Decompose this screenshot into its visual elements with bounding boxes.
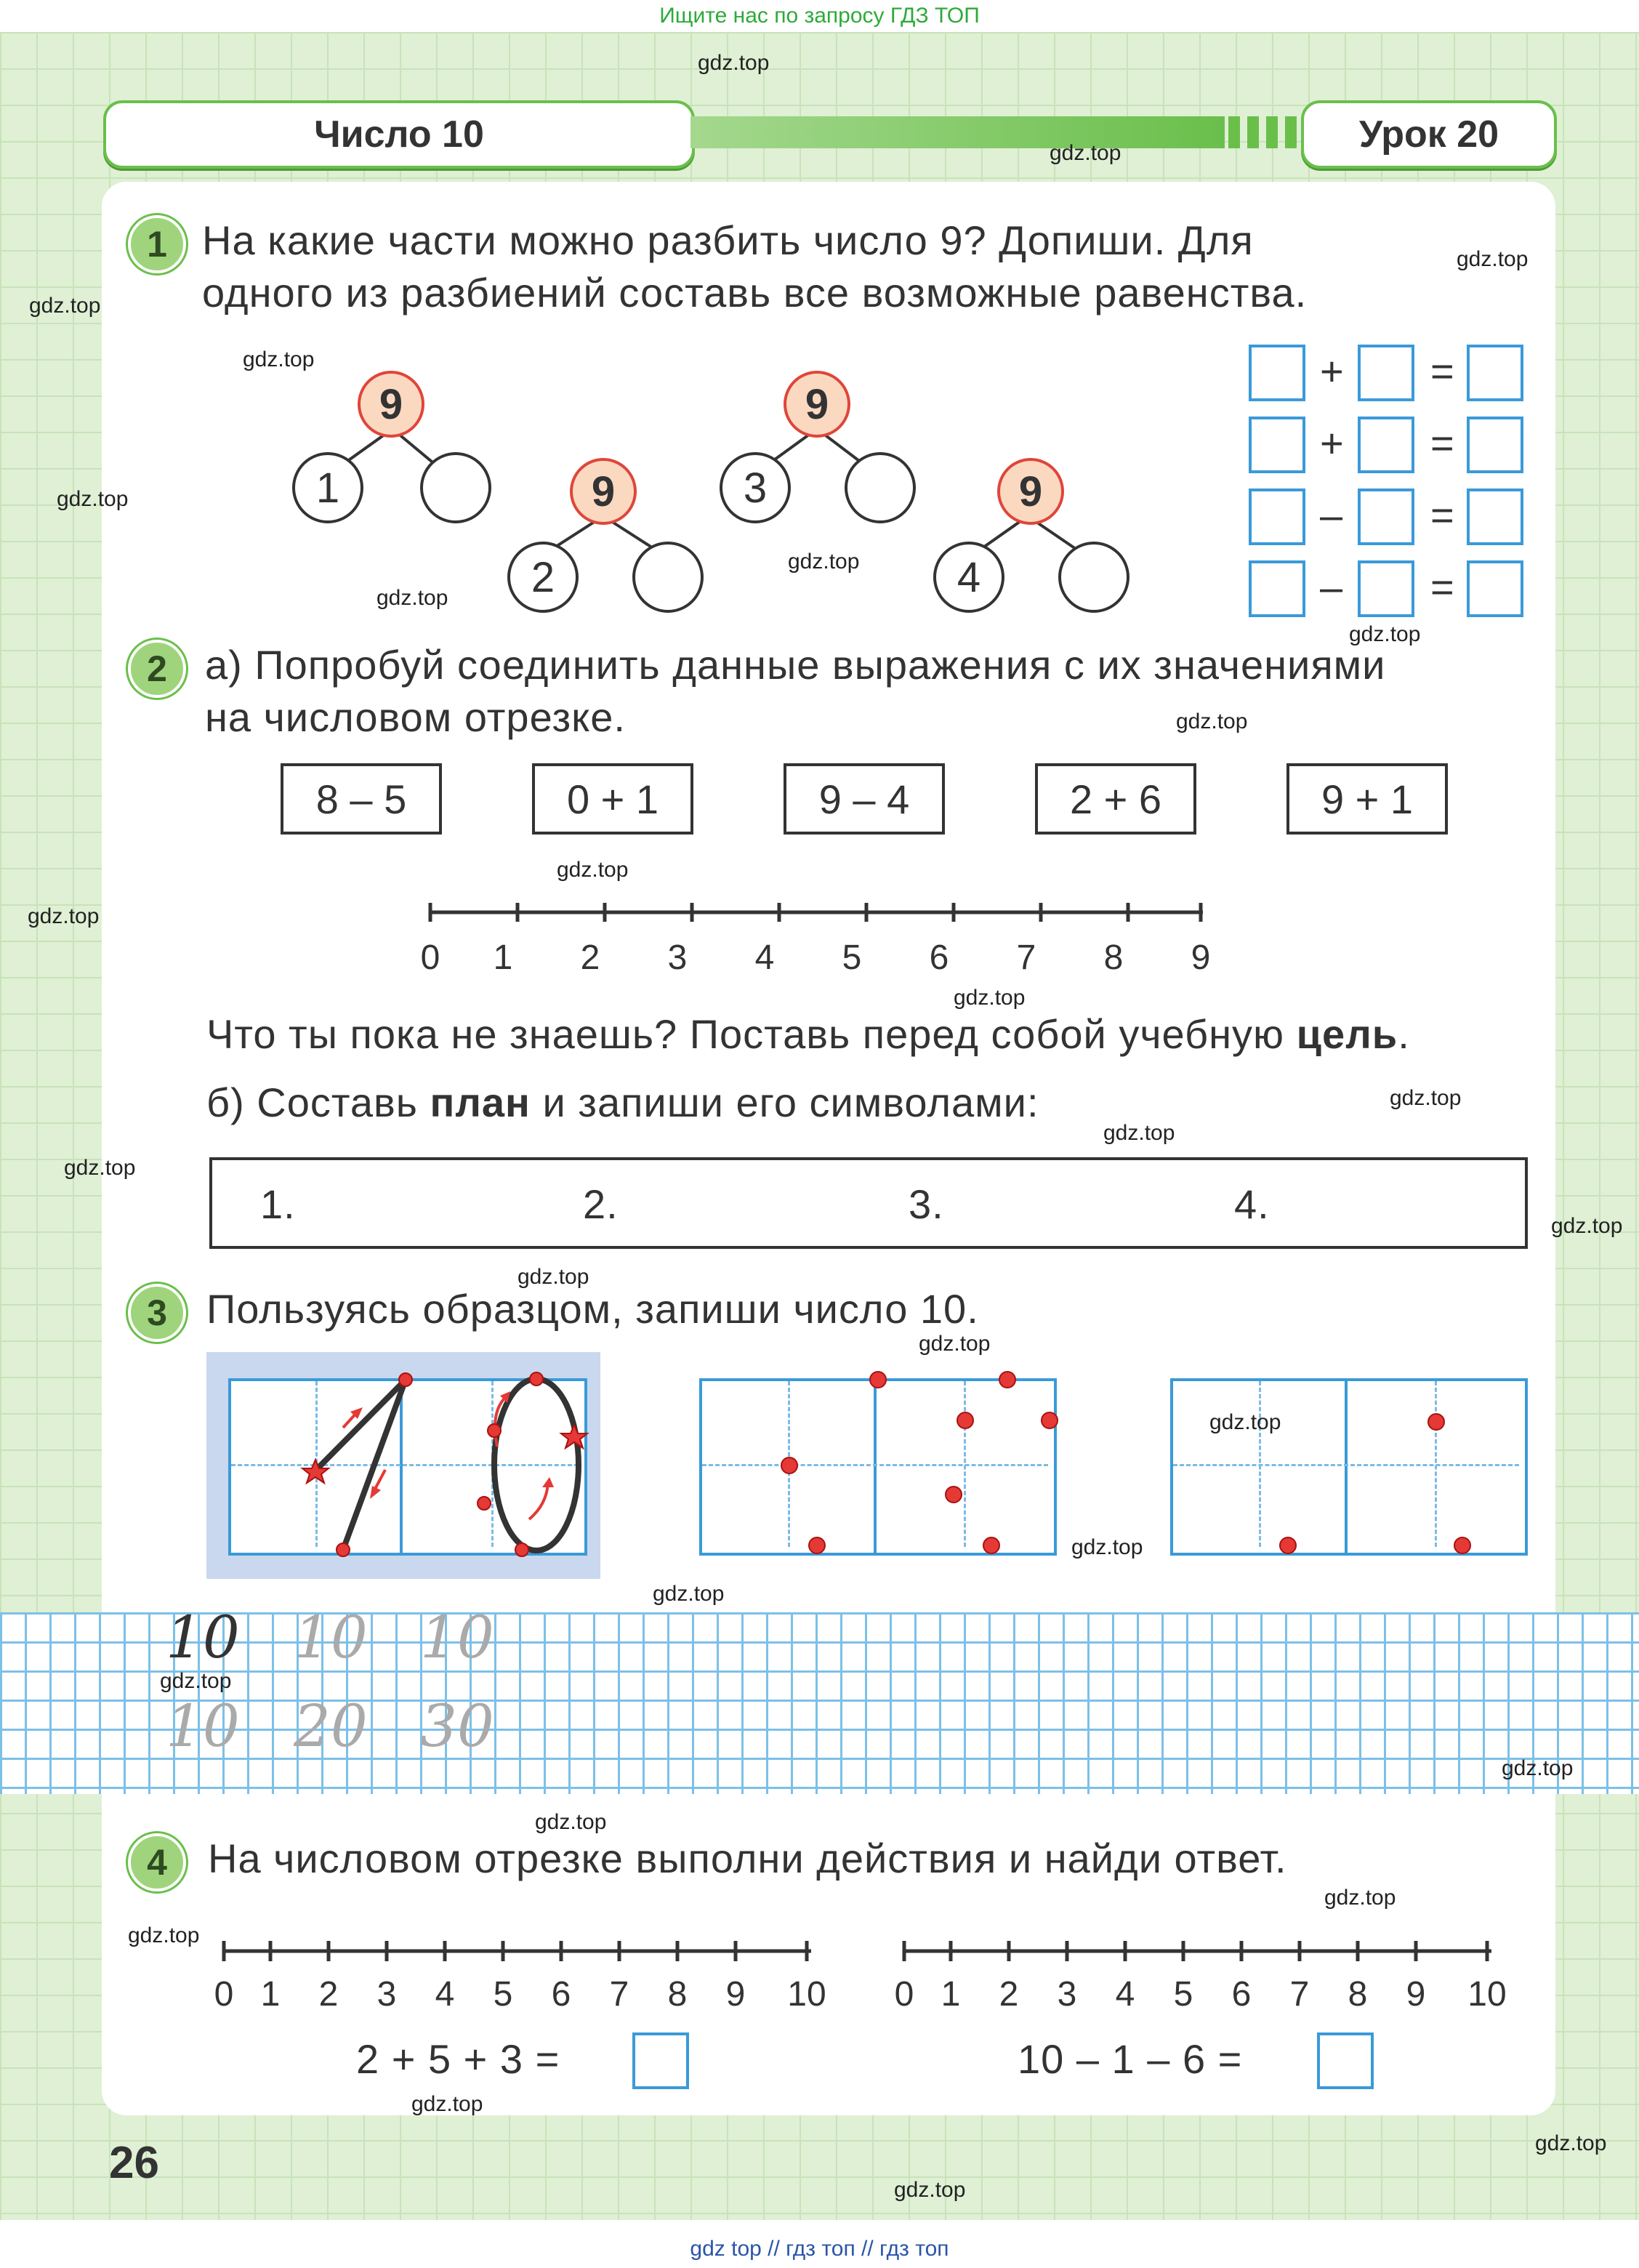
- sample-digits-10: [228, 1367, 592, 1570]
- tick-label: 2: [999, 1975, 1019, 2014]
- tick-label: 5: [842, 938, 862, 977]
- tick-label: 7: [1289, 1975, 1310, 2014]
- watermark: gdz.top: [1103, 1121, 1175, 1145]
- guide-dot: [781, 1457, 798, 1474]
- tick-label: 9: [1406, 1975, 1426, 2014]
- watermark: gdz.top: [1324, 1886, 1396, 1910]
- watermark: gdz.top: [1390, 1086, 1462, 1110]
- tree4-top: 9: [997, 458, 1064, 525]
- guide-line: [1173, 1464, 1519, 1466]
- practice-cell[interactable]: [1170, 1378, 1353, 1556]
- tick-label: 0: [420, 938, 440, 977]
- tick-label: 7: [609, 1975, 629, 2014]
- watermark: gdz.top: [243, 347, 315, 371]
- watermark: gdz.top: [1176, 709, 1248, 733]
- bottom-banner[interactable]: gdz top // гдз топ // гдз топ: [690, 2237, 949, 2261]
- watermark: gdz.top: [1457, 247, 1529, 271]
- watermark: gdz.top: [1050, 141, 1121, 165]
- watermark: gdz.top: [557, 858, 629, 882]
- watermark: gdz.top: [1209, 1410, 1281, 1434]
- guide-line: [702, 1464, 1048, 1466]
- tick-label: 1: [941, 1975, 961, 2014]
- tick-label: 3: [667, 938, 688, 977]
- handwriting-trace: 30: [420, 1692, 494, 1760]
- task1-equations: [1249, 342, 1525, 625]
- watermark: gdz.top: [535, 1810, 607, 1834]
- watermark: gdz.top: [29, 294, 101, 318]
- plan-instruction: б) Составь план и запиши его символами:: [206, 1079, 1039, 1125]
- guide-dot: [808, 1537, 826, 1554]
- expression-box[interactable]: 9 + 1: [1286, 763, 1448, 835]
- tick-label: 5: [493, 1975, 513, 2014]
- eq-op: +: [1320, 348, 1345, 394]
- plan-step: 2.: [583, 1181, 619, 1227]
- plan-box[interactable]: [209, 1157, 1528, 1249]
- tree1-top: 9: [358, 371, 424, 438]
- handwriting-trace: 10: [294, 1604, 368, 1671]
- expression-left: 2 + 5 + 3 =: [356, 2036, 560, 2082]
- expression-right: 10 – 1 – 6 =: [1018, 2036, 1243, 2082]
- tree1-left: 1: [292, 452, 363, 523]
- tick-label: 3: [376, 1975, 397, 2014]
- watermark: gdz.top: [894, 2178, 966, 2202]
- tick-label: 9: [1191, 938, 1211, 977]
- top-banner[interactable]: Ищите нас по запросу ГДЗ ТОП: [659, 4, 980, 28]
- watermark: gdz.top: [1349, 622, 1421, 646]
- topic-title: [103, 100, 695, 169]
- tick-label: 6: [551, 1975, 571, 2014]
- eq-box[interactable]: [1249, 417, 1305, 473]
- watermark: gdz.top: [1551, 1214, 1623, 1238]
- guide-dot: [1427, 1413, 1445, 1431]
- watermark: gdz.top: [57, 487, 129, 511]
- tick-label: 4: [1115, 1975, 1135, 2014]
- expression-box[interactable]: 0 + 1: [532, 763, 693, 835]
- tick-label: 8: [1348, 1975, 1368, 2014]
- expression-box[interactable]: 2 + 6: [1035, 763, 1196, 835]
- guide-dot: [1041, 1412, 1058, 1429]
- eq-box[interactable]: [1358, 560, 1414, 617]
- eq-box[interactable]: [1249, 488, 1305, 545]
- watermark: gdz.top: [919, 1332, 991, 1356]
- plan-step: 4.: [1234, 1181, 1270, 1227]
- watermark: gdz.top: [653, 1582, 725, 1606]
- header-bar-segment: [1228, 116, 1240, 148]
- tree2-right-blank[interactable]: [632, 542, 704, 613]
- header-bar-segment: [1285, 116, 1297, 148]
- tree2-left: 2: [507, 542, 579, 613]
- tick-label: 1: [260, 1975, 281, 2014]
- tick-label: 8: [667, 1975, 688, 2014]
- watermark: gdz.top: [788, 550, 860, 574]
- guide-dot: [1454, 1537, 1471, 1554]
- guide-dot: [945, 1486, 962, 1503]
- tree4-left: 4: [933, 542, 1004, 613]
- task1-line2: одного из разбиений составь все возможные равенства.: [202, 270, 1308, 315]
- tick-label: 5: [1173, 1975, 1193, 2014]
- handwriting-sample: 10: [166, 1604, 240, 1671]
- tick-label: 6: [1231, 1975, 1252, 2014]
- tick-label: 3: [1057, 1975, 1077, 2014]
- number-line-0-9[interactable]: [422, 901, 1214, 930]
- eq-op: +: [1320, 420, 1345, 466]
- handwriting-grid[interactable]: [0, 1612, 1639, 1794]
- task2-number: 2: [128, 640, 186, 698]
- number-line-right-0-10[interactable]: [895, 1938, 1499, 1967]
- answer-box-right[interactable]: [1317, 2032, 1374, 2089]
- task3-number: 3: [128, 1284, 186, 1342]
- task3-text: Пользуясь образцом, запиши число 10.: [206, 1286, 979, 1332]
- answer-box-left[interactable]: [632, 2032, 689, 2089]
- task2-a-line2: на числовом отрезке.: [205, 694, 626, 740]
- task1-number: 1: [128, 215, 186, 273]
- eq-op: –: [1320, 564, 1344, 610]
- watermark: gdz.top: [28, 904, 100, 928]
- plan-step: 3.: [909, 1181, 944, 1227]
- eq-sign: =: [1430, 420, 1455, 466]
- watermark: gdz.top: [1071, 1535, 1143, 1559]
- page-number: 26: [109, 2138, 159, 2188]
- tree3-right-blank[interactable]: [845, 452, 916, 523]
- watermark: gdz.top: [64, 1156, 136, 1180]
- lesson-title-text: Урок 20: [1358, 113, 1499, 156]
- watermark: gdz.top: [1535, 2131, 1607, 2155]
- watermark: gdz.top: [1502, 1756, 1574, 1780]
- guide-dot: [999, 1371, 1016, 1388]
- task1-line1: На какие части можно разбить число 9? Допиши. Для: [202, 217, 1254, 263]
- watermark: gdz.top: [128, 1923, 200, 1947]
- tick-label: 2: [318, 1975, 339, 2014]
- eq-box[interactable]: [1467, 345, 1523, 401]
- tick-label: 9: [725, 1975, 746, 2014]
- number-line-left-0-10[interactable]: [215, 1938, 818, 1967]
- tick-label: 4: [754, 938, 775, 977]
- watermark: gdz.top: [954, 986, 1026, 1010]
- task4-text: На числовом отрезке выполни действия и найди ответ.: [208, 1835, 1287, 1881]
- tick-label: 8: [1103, 938, 1124, 977]
- eq-box[interactable]: [1358, 417, 1414, 473]
- eq-box[interactable]: [1467, 417, 1523, 473]
- watermark: gdz.top: [160, 1669, 232, 1693]
- header-bar-segment: [1266, 116, 1278, 148]
- tick-label: 0: [894, 1975, 914, 2014]
- tree2-top: 9: [570, 458, 637, 525]
- handwriting-trace: 20: [294, 1692, 368, 1760]
- watermark: gdz.top: [698, 51, 770, 75]
- goal-question: Что ты пока не знаешь? Поставь перед собой учебную цель.: [206, 1011, 1410, 1057]
- tick-label: 4: [435, 1975, 455, 2014]
- tree1-right-blank[interactable]: [420, 452, 491, 523]
- tick-label: 7: [1016, 938, 1036, 977]
- watermark: gdz.top: [518, 1265, 589, 1289]
- topic-title-text: Число 10: [314, 113, 484, 156]
- expression-box[interactable]: 9 – 4: [784, 763, 945, 835]
- guide-dot: [869, 1371, 887, 1388]
- expression-box[interactable]: 8 – 5: [281, 763, 442, 835]
- lesson-title: [1301, 100, 1557, 169]
- eq-op: –: [1320, 492, 1344, 538]
- tree4-right-blank[interactable]: [1058, 542, 1129, 613]
- guide-dot: [957, 1412, 974, 1429]
- tree3-top: 9: [784, 371, 850, 438]
- tree3-left: 3: [720, 452, 791, 523]
- tick-label: 10: [787, 1975, 826, 2014]
- eq-box[interactable]: [1249, 345, 1305, 401]
- eq-box[interactable]: [1358, 488, 1414, 545]
- tick-label: 0: [214, 1975, 234, 2014]
- eq-box[interactable]: [1467, 488, 1523, 545]
- eq-sign: =: [1430, 564, 1455, 610]
- task2-a-line1: а) Попробуй соединить данные выражения с их значениями: [205, 642, 1386, 688]
- task4-number: 4: [128, 1833, 186, 1891]
- watermark: gdz.top: [376, 586, 448, 610]
- eq-box[interactable]: [1467, 560, 1523, 617]
- eq-sign: =: [1430, 348, 1455, 394]
- handwriting-trace: 10: [420, 1604, 494, 1671]
- tick-label: 10: [1467, 1975, 1507, 2014]
- handwriting-trace: 10: [166, 1692, 240, 1760]
- tick-label: 1: [493, 938, 513, 977]
- guide-dot: [1279, 1537, 1297, 1554]
- guide-dot: [983, 1537, 1000, 1554]
- tick-label: 2: [580, 938, 600, 977]
- header-bar: [690, 116, 1225, 148]
- eq-sign: =: [1430, 492, 1455, 538]
- eq-box[interactable]: [1249, 560, 1305, 617]
- header-bar-segment: [1247, 116, 1259, 148]
- watermark: gdz.top: [411, 2092, 483, 2116]
- eq-box[interactable]: [1358, 345, 1414, 401]
- plan-step: 1.: [260, 1181, 296, 1227]
- tick-label: 6: [929, 938, 949, 977]
